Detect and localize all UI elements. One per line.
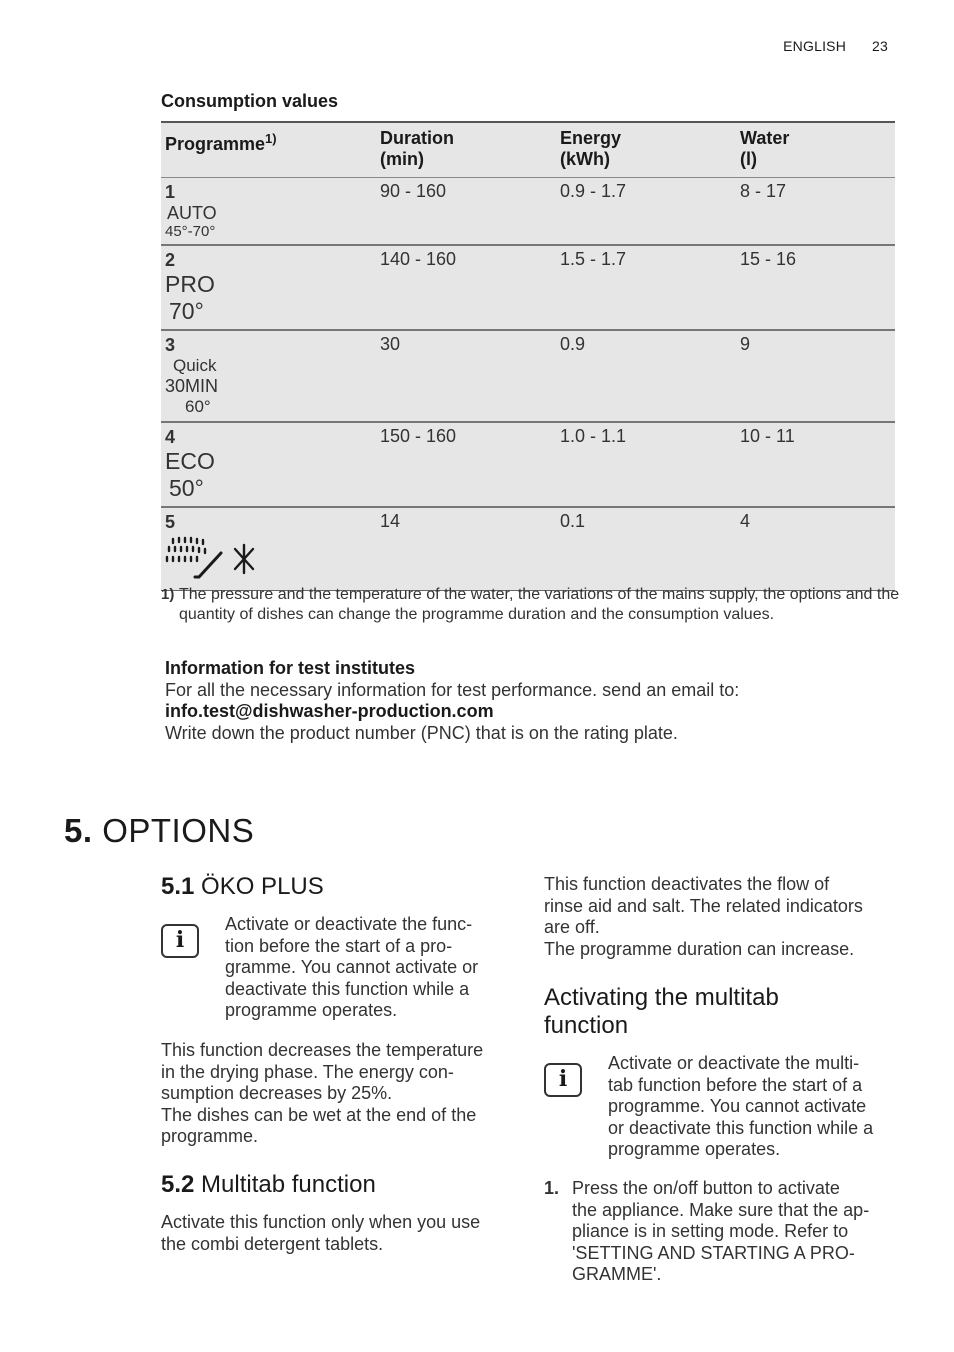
test-info-line2: Write down the product number (PNC) that is on the rating plate. — [165, 722, 678, 743]
chapter-title: OPTIONS — [102, 812, 255, 849]
table-row — [161, 422, 895, 507]
programme-cell: 5 — [161, 507, 376, 591]
energy-cell: 0.9 — [556, 330, 736, 422]
energy-cell: 1.0 - 1.1 — [556, 422, 736, 507]
step-text: Press the on/off button to activate the appliance. Make sure that the ap- pliance is in setting mode. Refer to 'SETTING AND STARTING A PRO- GRAMME'. — [572, 1178, 870, 1284]
duration-cell: 30 — [376, 330, 556, 422]
activating-multitab-note-text: Activate or deactivate the multi- tab function before the start of a programme. You cannot activate or deactivate this function while a programme operates. — [608, 1053, 874, 1159]
test-info-email: info.test@dishwasher-production.com — [165, 701, 494, 721]
table-row — [161, 330, 895, 422]
programme-name-suffix: 30MIN — [165, 376, 219, 396]
section-heading-activating-multitab: Activating the multitab function — [544, 984, 779, 1039]
multitab-body-continued: This function deactivates the flow of rinse aid and salt. The related indicators are off. The programme duration can increase. — [544, 874, 863, 959]
page-number: 23 — [872, 38, 888, 54]
programme-cell: 1 AUTO 45°-70° — [161, 177, 376, 245]
water-cell: 9 — [736, 330, 895, 422]
info-icon: i — [161, 924, 199, 958]
footnote-text: The pressure and the temperature of the water, the variations of the mains supply, the options and the quantity of dishes can change the programme duration and the consumption values. — [179, 586, 900, 623]
consumption-table — [161, 121, 895, 591]
duration-cell: 150 - 160 — [376, 422, 556, 507]
water-cell: 8 - 17 — [736, 177, 895, 245]
programme-temperature: 60° — [185, 397, 211, 416]
energy-cell: 1.5 - 1.7 — [556, 245, 736, 330]
duration-cell: 14 — [376, 507, 556, 591]
list-item — [544, 1178, 904, 1286]
oko-plus-note-text: Activate or deactivate the func- tion before the start of a pro- gramme. You cannot activate or deactivate this function while a programme operates. — [225, 914, 479, 1020]
page-header — [783, 38, 888, 54]
programme-cell: 3 Quick 30MIN 60° — [161, 330, 376, 422]
oko-plus-note — [161, 914, 511, 1022]
multitab-body: Activate this function only when you use the combi detergent tablets. — [161, 1212, 481, 1254]
column-header-duration: Duration (min) — [376, 122, 556, 177]
table-row — [161, 177, 895, 245]
chapter-heading — [64, 812, 254, 850]
water-cell: 4 — [736, 507, 895, 591]
table-footnote — [161, 585, 901, 625]
programme-cell: 4 ECO 50° — [161, 422, 376, 507]
programme-temperature: 70° — [169, 298, 204, 324]
info-icon: i — [544, 1063, 582, 1097]
programme-name: ECO — [165, 448, 215, 474]
test-info-line1: For all the necessary information for test performance. send an email to: — [165, 679, 740, 700]
programme-cell: 2 PRO 70° — [161, 245, 376, 330]
step-number: 1. — [544, 1178, 560, 1198]
programme-name: PRO — [165, 271, 215, 297]
column-header-programme: Programme$^{1)}$ — [161, 122, 376, 177]
footnote-mark: 1) — [161, 586, 175, 603]
duration-cell: 90 - 160 — [376, 177, 556, 245]
table-header-row — [161, 122, 895, 177]
table-row — [161, 245, 895, 330]
programme-name: AUTO — [167, 202, 217, 223]
activating-multitab-note — [544, 1053, 904, 1161]
energy-cell: 0.1 — [556, 507, 736, 591]
programme-temperature: 50° — [169, 475, 204, 501]
oko-plus-body: This function decreases the temperature in the drying phase. The energy con- sumption decreases by 25%. The dishes can be wet at the end of the programme. — [161, 1040, 484, 1146]
table-caption: Consumption values — [161, 91, 339, 111]
rinse-and-hold-icon — [165, 535, 372, 586]
energy-cell: 0.9 - 1.7 — [556, 177, 736, 245]
programme-name: Quick — [173, 356, 217, 375]
water-cell: 15 - 16 — [736, 245, 895, 330]
water-cell: 10 - 11 — [736, 422, 895, 507]
column-header-water: Water (l) — [736, 122, 895, 177]
test-institutes-info — [165, 658, 885, 744]
chapter-number: 5. — [64, 812, 93, 849]
test-info-title: Information for test institutes — [165, 658, 416, 678]
language-label: ENGLISH — [783, 38, 847, 54]
duration-cell: 140 - 160 — [376, 245, 556, 330]
section-heading-oko-plus: 5.1 ÖKO PLUS — [161, 873, 324, 900]
table-row — [161, 507, 895, 591]
programme-temperature: 45°-70° — [165, 222, 216, 240]
section-heading-multitab: 5.2 Multitab function — [161, 1171, 376, 1198]
column-header-energy: Energy (kWh) — [556, 122, 736, 177]
